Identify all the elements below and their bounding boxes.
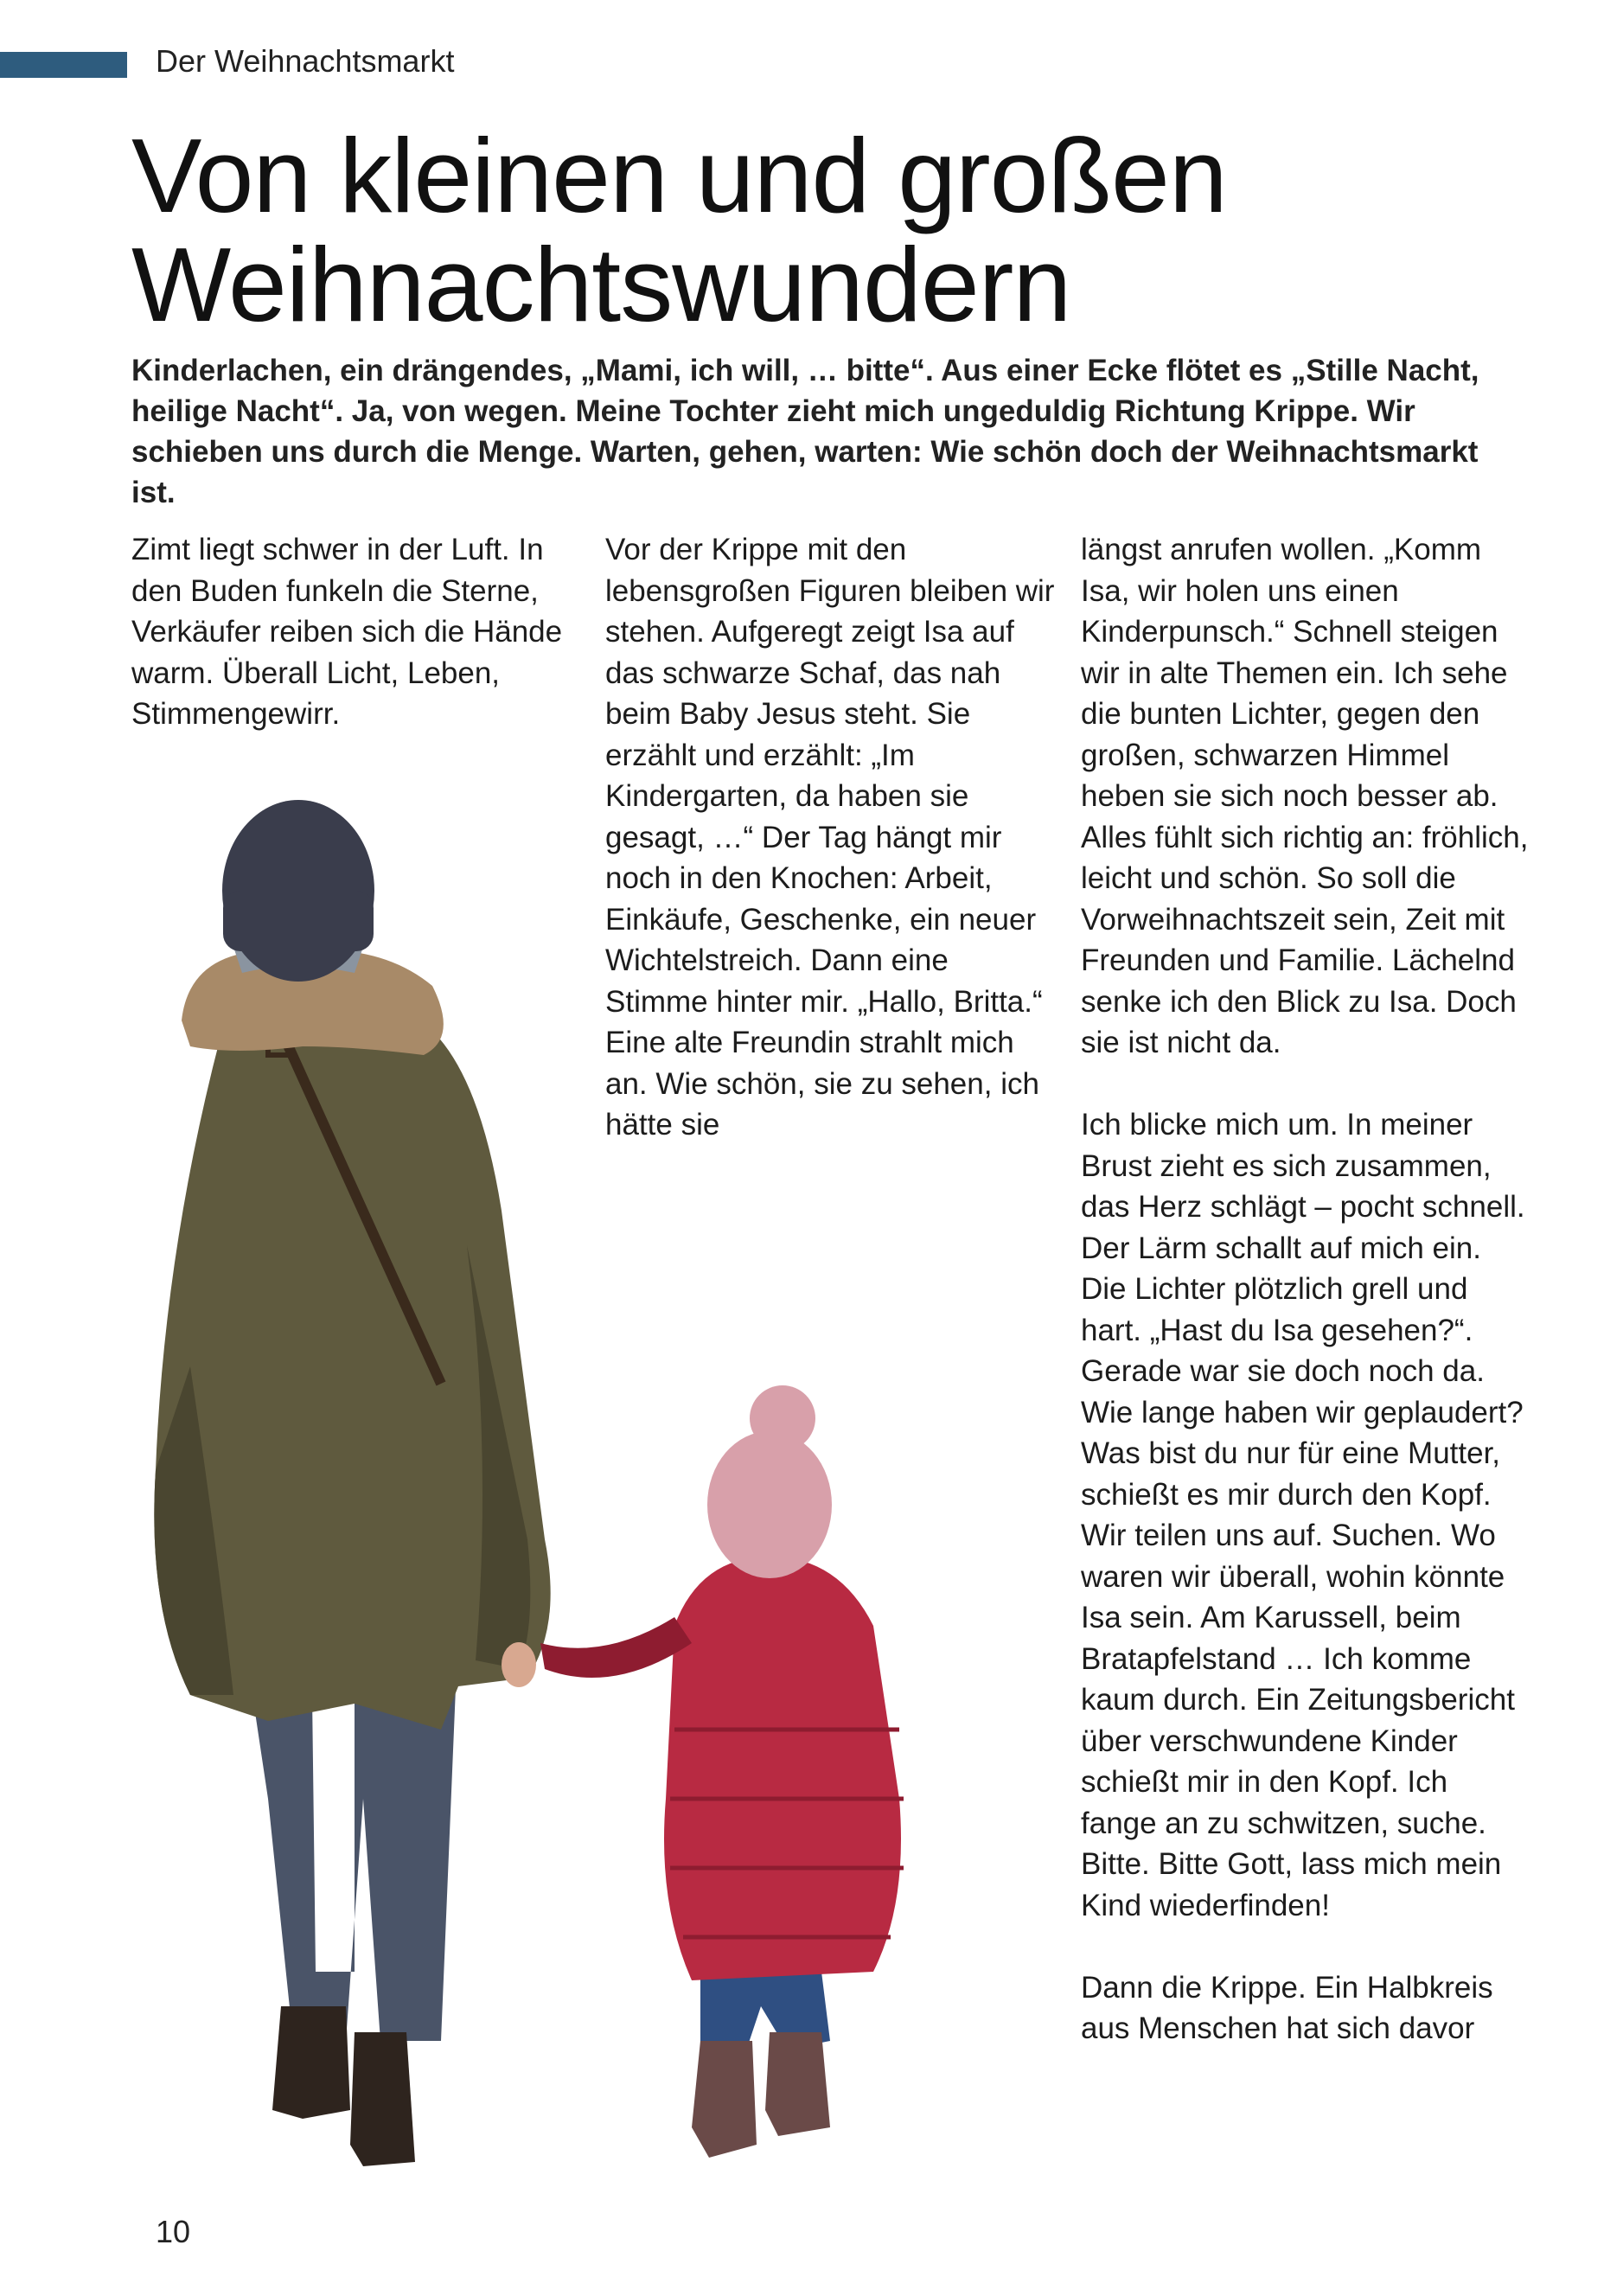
title-line-1: Von kleinen und großen	[131, 117, 1227, 234]
article-title	[131, 117, 1558, 343]
child-arm	[540, 1617, 692, 1678]
child-hat	[707, 1431, 832, 1578]
paragraph: Dann die Krippe. Ein Halbkreis aus Menschen hat sich davor	[1081, 1970, 1493, 2045]
child-boot-right	[765, 2032, 830, 2136]
page-number: 10	[156, 2214, 191, 2249]
child-boot-left	[692, 2041, 757, 2158]
child-jacket	[664, 1557, 901, 1980]
mother-boot-right	[350, 2032, 415, 2166]
paragraph: längst anrufen wollen. „Komm Isa, wir holen uns einen Kinderpunsch.“ Schnell steigen wir in alte Themen ein. Ich sehe die bunten Lichter, gegen den großen, schwarzen Himmel heben sie sich noch besser ab. Alles fühlt sich richtig an: fröhlich, leicht und schön. So soll die Vorweihnachtszeit sein, Zeit mit Freunden und Familie. Lächelnd senke ich den Blick zu Isa. Doch sie ist nicht da.	[1081, 533, 1529, 1059]
child-hat-pompom	[750, 1385, 815, 1451]
text-column-3	[1081, 529, 1530, 2050]
text-column-1	[131, 529, 564, 735]
paragraph: Vor der Krippe mit den lebensgroßen Figuren bleiben wir stehen. Aufgeregt zeigt Isa auf das schwarze Schaf, das nah beim Baby Jesus steht. Sie erzählt und erzählt: „Im Kindergarten, da haben sie gesagt, …“ Der Tag hängt mir noch in den Knochen: Arbeit, Einkäufe, Geschenke, ein neuer Wichtelstreich. Dann eine Stimme hinter mir. „Hallo, Britta.“ Eine alte Freundin strahlt mich an. Wie schön, sie zu sehen, ich hätte sie	[605, 533, 1055, 1142]
section-label: Der Weihnachtsmarkt	[156, 43, 455, 79]
child-figure	[540, 1385, 904, 2158]
mother-figure	[154, 800, 550, 2166]
mother-and-child-photo	[95, 761, 977, 2214]
mother-beanie-brim	[223, 891, 374, 951]
title-line-2: Weihnachtswundern	[131, 226, 1071, 343]
mother-boot-left	[272, 2006, 350, 2119]
article-lead: Kinderlachen, ein drängendes, „Mami, ich will, … bitte“. Aus einer Ecke flötet es „Stille Nacht, heilige Nacht“. Ja, von wegen. Meine Tochter zieht mich ungeduldig Richtung Krippe. Wir schieben uns durch die Menge. Warten, gehen, warten: Wie schön doch der Weihnachtsmarkt ist.	[131, 354, 1479, 509]
paragraph: Zimt liegt schwer in der Luft. In den Buden funkeln die Sterne, Verkäufer reiben sich die Hände warm. Überall Licht, Leben, Stimmengewirr.	[131, 533, 563, 731]
section-accent-bar	[0, 52, 127, 78]
paragraph: Ich blicke mich um. In meiner Brust zieht es sich zusammen, das Herz schlägt – pocht schnell. Der Lärm schallt auf mich ein. Die Lichter plötzlich grell und hart. „Hast du Isa gesehen?“. Gerade war sie doch noch da. Wie lange haben wir geplaudert? Was bist du nur für eine Mutter, schießt es mir durch den Kopf. Wir teilen uns auf. Suchen. Wo waren wir überall, wohin könnte Isa sein. Am Karussell, beim Bratapfelstand … Ich komme kaum durch. Ein Zeitungsbericht über verschwundene Kinder schießt mir in den Kopf. Ich fange an zu schwitzen, suche. Bitte. Bitte Gott, lass mich mein Kind wiederfinden!	[1081, 1108, 1525, 1922]
mother-hand	[502, 1642, 536, 1687]
